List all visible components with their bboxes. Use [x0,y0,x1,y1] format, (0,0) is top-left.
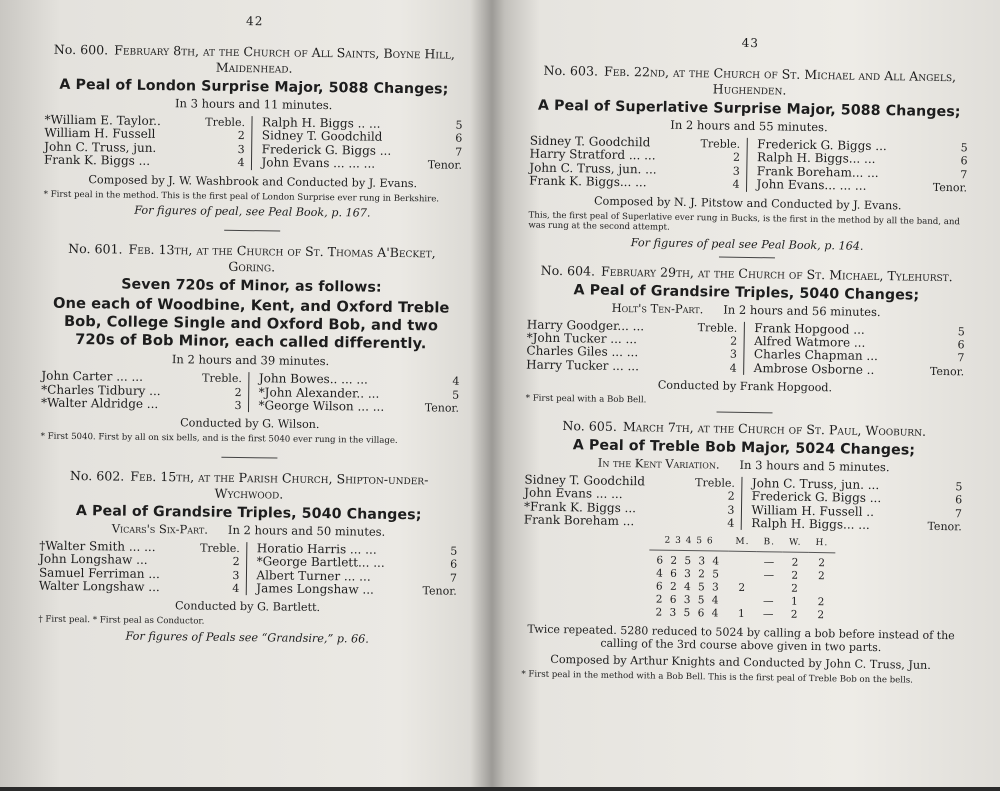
ringer-row: Sidney T. Goodchild Treble. [524,472,736,490]
ringer-row: *George Bartlett... ... 6 [256,554,458,571]
ringer-row: Walter Longshaw ... 4 [38,578,240,596]
peal-header: No. 604. February 29th, at the Church of St. Michael, Tylehurst. [540,262,953,284]
divider [717,411,773,413]
ringer-row: *George Wilson ... ... Tenor. [258,398,460,415]
peal-title: A Peal of Superlative Surprise Major, 5088 Changes; [537,97,961,121]
calling-table-row: 6 2 5 3 4 — 2 2 [649,550,835,569]
ringer-row: †Walter Smith ... ... Treble. [39,538,240,555]
peal-title: A Peal of Grandsire Triples, 5040 Changes; [75,502,422,524]
ringer-row: Frederick G. Biggs ... 5 [757,137,968,155]
peal-header: No. 605. March 7th, at the Church of St. Paul, Wooburn. [562,417,927,439]
ringer-row: William H. Fussell 2 [44,126,245,143]
ringer-row: Samuel Ferriman ... 3 [38,565,240,582]
ringer-row: Charles Chapman ... 7 [753,347,965,365]
ringer-row: John Longshaw ... 2 [39,551,240,569]
footnote: * First peal with a Bob Bell. [525,393,647,406]
ringer-row: Frank Boreham ... 4 [523,512,735,530]
left-page [0,0,482,790]
peal-title: A Peal of Grandsire Triples, 5040 Changes; [573,281,920,304]
ringers-table [526,318,965,378]
ringer-row: William H. Fussell .. 7 [751,502,963,520]
calling-table-row: 4 6 3 2 5 — 2 2 [656,567,825,583]
figures-reference: For figures of peal, see Peal Book, p. 167. [134,203,371,220]
page-number: 43 [741,35,760,51]
peal-entry-601 [41,241,461,448]
calling-table-row: 2 3 5 6 4 1 — 2 2 [655,606,825,622]
calling-table [648,534,835,622]
footnote: This, the first peal of Superlative ever rung in Bucks, is the first in the method by all the band, and was rung at the second attempt. [528,210,961,233]
ringer-row: Harry Stratford ... ... 2 [529,146,741,165]
peal-title: Seven 720s of Minor, as follows: [121,276,382,296]
figures-reference: For figures of Peals see “Grandsire,” p. 66. [125,629,369,646]
peal-header: No. 602. Feb. 15th, at the Parish Church, Shipton-under-Wychwood. [69,467,429,502]
ringer-row: John Evans... ... ... Tenor. [756,177,968,195]
ringer-row: Ambrose Osborne .. Tenor. [753,360,965,379]
ringers-table [44,114,463,173]
peal-title: A Peal of London Surprise Major, 5088 Changes; [59,76,449,98]
composer-line: Composed by Arthur Knights and Conducted by John C. Truss, Jun. [550,653,931,673]
ringer-row: Harry Tucker ... ... 4 [526,357,737,375]
peal-entry-605 [521,417,963,687]
peal-entry-604 [526,262,966,411]
ringer-row: Frank K. Biggs... ... 4 [529,173,740,192]
peal-title: A Peal of Treble Bob Major, 5024 Changes; [572,436,916,459]
ringer-row: Ralph H. Biggs... ... 6 [756,150,968,168]
peal-subline: Vicars's Six-Part. In 2 hours and 50 minutes. [111,521,386,539]
footnote: * First peal in the method with a Bob Bell. This is the first peal of Treble Bob on the bells. [521,669,914,686]
ringer-row: James Longshaw ... Tenor. [256,581,457,598]
peal-subline: In the Kent Variation. In 3 hours and 5 minutes. [597,455,890,474]
ringer-row: Frank Boreham... ... 7 [756,163,968,182]
page-number: 42 [246,14,264,29]
peal-subtitle: One each of Woodbine, Kent, and Oxford Treble Bob, College Single and Oxford Bob, and two 720s of Bob Minor, each called differently. [52,294,450,353]
ringer-row: John Evans ... ... ... Tenor. [261,155,463,172]
ringers-table [41,370,459,415]
ringer-row: Albert Turner ... ... 7 [256,567,458,585]
ringer-row: John Carter ... ... Treble. [41,368,242,386]
peal-entry-600 [43,42,463,221]
peal-entry-602 [38,467,458,646]
ringer-row: John C. Truss, jun. ... 5 [751,475,963,494]
peal-entry-603 [528,63,969,254]
ringers-table [524,473,963,533]
figures-reference: For figures of peal see Peal Book, p. 164. [630,235,864,253]
footnote: * First 5040. First by all on six bells, and is the first 5040 ever rung in the village. [40,431,398,447]
calling-table-row: 2 6 3 5 4 — 1 2 [655,593,825,609]
peal-header: No. 603. Feb. 22nd, at the Church of St. Michael and All Angels, Hughenden. [543,62,957,98]
ringer-row: *Charles Tidbury ... 2 [41,382,242,399]
ringer-row: Ralph H. Biggs... ... Tenor. [751,516,962,534]
ringer-row: John Evans ... ... 2 [524,485,735,503]
ringer-row: *Walter Aldridge ... 3 [40,395,242,412]
divider [221,457,277,459]
calling-table-header: 2 3 4 5 6 M. B. W. H. [664,535,829,549]
peal-duration: In 3 hours and 11 minutes. [174,96,333,113]
ringer-row: Horatio Harris ... ... 5 [256,541,458,558]
calling-table-row: 6 2 4 5 3 2 2 [655,580,798,595]
ringer-row: Frederick G. Biggs ... 6 [751,489,963,507]
conductor-line: Conducted by Frank Hopgood. [657,378,833,395]
divider [719,256,775,258]
ringer-row: John Bowes.. ... ... 4 [258,371,460,388]
ringer-row: *John Tucker ... ... 2 [526,330,738,348]
peal-header: No. 601. Feb. 13th, at the Church of St. Thomas A'Becket, Goring. [68,241,436,275]
footnote: † First peal. * First peal as Conductor. [38,615,205,628]
divider [224,230,280,232]
peal-header: No. 600. February 8th, at the Church of All Saints, Boyne Hill, Maidenhead. [53,41,456,76]
right-page [494,0,1000,791]
ringer-row: Frederick G. Biggs ... 7 [261,142,463,159]
ringers-table [529,135,968,195]
peal-subline: Holt's Ten-Part. In 2 hours and 56 minutes. [611,300,881,319]
ringer-row: John C. Truss, jun. ... 3 [529,160,740,178]
ringer-row: Frank K. Biggs ... 4 [43,152,245,170]
calling-note: Twice repeated. 5280 reduced to 5024 by calling a bob before instead of the calling of the 3rd course above given in two parts. [527,622,955,655]
peal-duration: In 2 hours and 39 minutes. [171,352,330,369]
ringer-row: *Frank K. Biggs ... 3 [523,499,735,517]
ringer-row: Ralph H. Biggs .. ... 5 [261,115,463,132]
peal-duration: In 2 hours and 55 minutes. [670,117,828,135]
ringer-row: *William E. Taylor.. Treble. [44,112,246,130]
conductor-line: Conducted by G. Wilson. [180,416,320,432]
ringers-table [39,539,458,598]
ringer-row: *John Alexander.. ... 5 [258,384,460,402]
conductor-line: Conducted by G. Bartlett. [174,599,321,615]
ringer-row: Sidney T. Goodchild 6 [261,128,463,146]
ringer-row: Harry Goodger... ... Treble. [526,317,738,335]
footnote: * First peal in the method. This is the first peal of London Surprise ever rung in Berkshire. [43,189,440,205]
composer-line: Composed by J. W. Washbrook and Conducted by J. Evans. [88,172,418,190]
ringer-row: Alfred Watmore ... 6 [754,334,965,352]
ringer-row: Frank Hopgood ... 5 [754,320,965,338]
ringer-row: Charles Giles ... ... 3 [526,343,738,362]
ringer-row: Sidney T. Goodchild Treble. [529,133,741,151]
composer-line: Composed by N. J. Pitstow and Conducted by J. Evans. [593,194,902,212]
ringer-row: John C. Truss, jun. 3 [44,139,245,156]
